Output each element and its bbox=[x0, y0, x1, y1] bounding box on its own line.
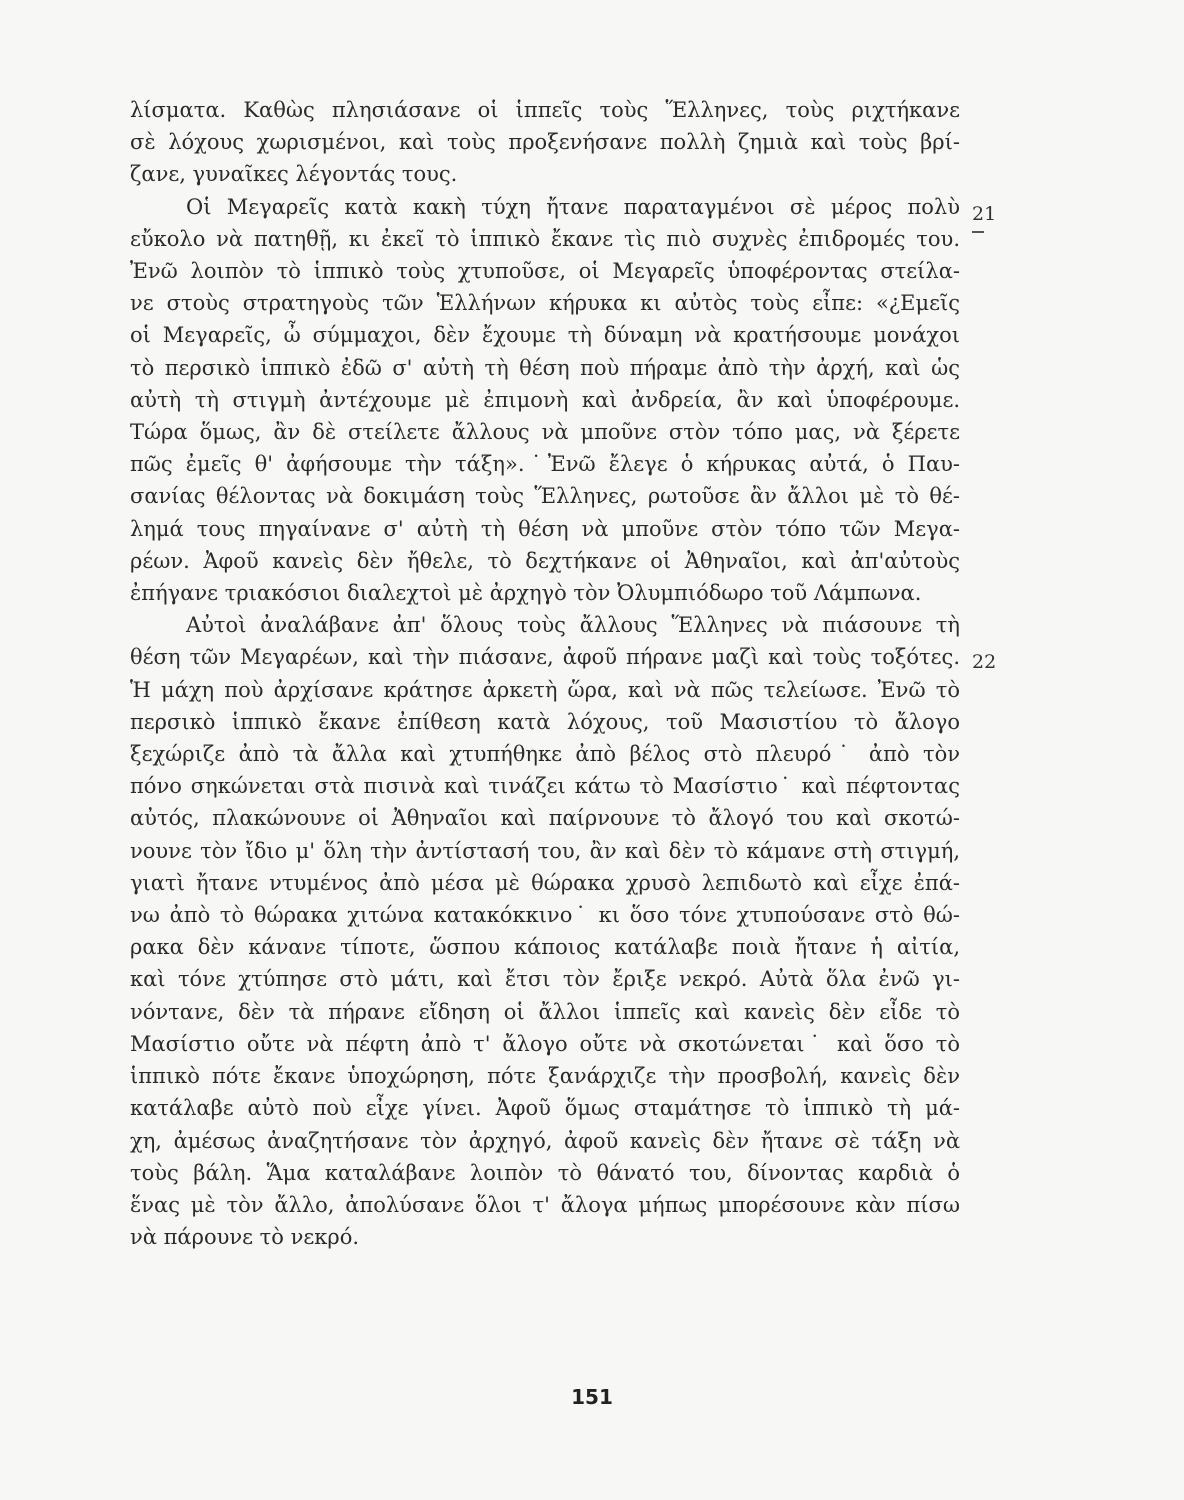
text-line: αὐτὴ τὴ στιγμὴ ἀντέχουμε μὲ ἐπιμονὴ καὶ ἀνδρεία, ἂν καὶ ὑποφέρουμε. bbox=[130, 387, 960, 412]
text-line: καὶ τόνε χτύπησε στὸ μάτι, καὶ ἔτσι τὸν ἔριξε νεκρό. Αὐτὰ ὅλα ἐνῶ γι- bbox=[130, 967, 960, 992]
paragraph-2 bbox=[130, 191, 960, 610]
text-line: νω ἀπὸ τὸ θώρακα χιτώνα κατακόκκινο˙ κι ὅσο τόνε χτυπούσανε στὸ θώ- bbox=[130, 903, 960, 928]
text-line: πῶς ἐμεῖς θ' ἀφήσουμε τὴν τάξη».˙Ἐνῶ ἔλεγε ὁ κήρυκας αὐτά, ὁ Παυ- bbox=[130, 452, 960, 477]
margin-section-number: 22 bbox=[972, 651, 997, 673]
text-line: εὔκολο νὰ πατηθῇ, κι ἐκεῖ τὸ ἱππικὸ ἔκανε τὶς πιὸ συχνὲς ἐπιδρομές του. bbox=[130, 226, 960, 251]
text-line: ρέων. Ἀφοῦ κανεὶς δὲν ἤθελε, τὸ δεχτήκανε οἱ Ἀθηναῖοι, καὶ ἀπ'αὐτοὺς bbox=[130, 548, 960, 573]
text-line: τὸ περσικὸ ἱππικὸ ἐδῶ σ' αὐτὴ τὴ θέση ποὺ πήραμε ἀπὸ τὴν ἀρχή, καὶ ὡς bbox=[130, 355, 960, 380]
text-line: ξεχώριζε ἀπὸ τὰ ἄλλα καὶ χτυπήθηκε ἀπὸ βέλος στὸ πλευρό˙ ἀπὸ τὸν bbox=[130, 742, 960, 767]
text-line: λίσματα. Καθὼς πλησιάσανε οἱ ἱππεῖς τοὺς Ἕλληνες, τοὺς ριχτήκανε bbox=[130, 98, 960, 122]
text-line: Οἱ Μεγαρεῖς κατὰ κακὴ τύχη ἤτανε παραταγμένοι σὲ μέρος πολὺ bbox=[186, 194, 960, 219]
text-line: κατάλαβε αὐτὸ ποὺ εἶχε γίνει. Ἀφοῦ ὅμως σταμάτησε τὸ ἱππικὸ τὴ μά- bbox=[130, 1096, 960, 1121]
text-line: Ἐνῶ λοιπὸν τὸ ἱππικὸ τοὺς χτυποῦσε, οἱ Μεγαρεῖς ὑποφέροντας στείλα- bbox=[130, 259, 960, 284]
text-line: ρακα δὲν κάνανε τίποτε, ὥσπου κάποιος κατάλαβε ποιὰ ἤτανε ἡ αἰτία, bbox=[130, 935, 960, 960]
text-line: Αὐτοὶ ἀναλάβανε ἀπ' ὅλους τοὺς ἄλλους Ἕλληνες νὰ πιάσουνε τὴ bbox=[186, 613, 960, 638]
paragraph-1 bbox=[130, 94, 960, 191]
text-line: Μασίστιο οὔτε νὰ πέφτη ἀπὸ τ' ἄλογο οὔτε νὰ σκοτώνεται˙ καὶ ὅσο τὸ bbox=[130, 1031, 960, 1056]
page-number: 151 bbox=[571, 1385, 613, 1409]
text-line: ἐπήγανε τριακόσιοι διαλεχτοὶ μὲ ἀρχηγὸ τὸν Ὀλυμπιόδωρο τοῦ Λάμπωνα. bbox=[130, 581, 922, 606]
text-line: αὐτός, πλακώνουνε οἱ Ἀθηναῖοι καὶ παίρνουνε τὸ ἄλογό του καὶ σκοτώ- bbox=[130, 806, 960, 831]
text-line: νὰ πάρουνε τὸ νεκρό. bbox=[130, 1225, 360, 1250]
text-line: περσικὸ ἱππικὸ ἔκανε ἐπίθεση κατὰ λόχους, τοῦ Μασιστίου τὸ ἄλογο bbox=[130, 709, 960, 734]
text-line: νε στοὺς στρατηγοὺς τῶν Ἑλλήνων κήρυκα κι αὐτὸς τοὺς εἶπε: «¿Εμεῖς bbox=[130, 291, 960, 316]
margin-section-number: 21 bbox=[972, 203, 997, 225]
text-line: οἱ Μεγαρεῖς, ὦ σύμμαχοι, δὲν ἔχουμε τὴ δύναμη νὰ κρατήσουμε μονάχοι bbox=[130, 323, 960, 348]
text-line: θέση τῶν Μεγαρέων, καὶ τὴν πιάσανε, ἀφοῦ πήρανε μαζὶ καὶ τοὺς τοξότες. bbox=[130, 645, 960, 670]
text-line: χη, ἀμέσως ἀναζητήσανε τὸν ἀρχηγό, ἀφοῦ κανεὶς δὲν ἤτανε σὲ τάξη νὰ bbox=[130, 1128, 960, 1153]
paragraph-3 bbox=[130, 609, 960, 1253]
text-line: λημά τους πηγαίνανε σ' αὐτὴ τὴ θέση νὰ μποῦνε στὸν τόπο τῶν Μεγα- bbox=[130, 516, 960, 541]
text-line: ζανε, γυναῖκες λέγοντάς τους. bbox=[130, 162, 458, 187]
text-line: τοὺς βάλη. Ἅμα καταλάβανε λοιπὸν τὸ θάνατό του, δίνοντας καρδιὰ ὁ bbox=[130, 1160, 960, 1185]
text-line: σανίας θέλοντας νὰ δοκιμάση τοὺς Ἕλληνες, ρωτοῦσε ἂν ἄλλοι μὲ τὸ θέ- bbox=[130, 484, 960, 509]
text-line: ἱππικὸ πότε ἔκανε ὑποχώρηση, πότε ξανάρχιζε τὴν προσβολή, κανεὶς δὲν bbox=[130, 1064, 960, 1089]
body-text bbox=[130, 94, 960, 1253]
text-line: ἕνας μὲ τὸν ἄλλο, ἀπολύσανε ὅλοι τ' ἄλογα μήπως μπορέσουνε κὰν πίσω bbox=[130, 1192, 960, 1217]
text-line: γιατὶ ἤτανε ντυμένος ἀπὸ μέσα μὲ θώρακα χρυσὸ λεπιδωτὸ καὶ εἶχε ἐπά- bbox=[130, 870, 960, 895]
text-line: Ἡ μάχη ποὺ ἀρχίσανε κράτησε ἀρκετὴ ὥρα, καὶ νὰ πῶς τελείωσε. Ἐνῶ τὸ bbox=[130, 677, 960, 702]
text-line: νόντανε, δὲν τὰ πήρανε εἴδηση οἱ ἄλλοι ἱππεῖς καὶ κανεὶς δὲν εἶδε τὸ bbox=[130, 999, 960, 1024]
text-line: σὲ λόχους χωρισμένοι, καὶ τοὺς προξενήσανε πολλὴ ζημιὰ καὶ τοὺς βρί- bbox=[130, 130, 960, 155]
margin-underline-mark bbox=[972, 231, 984, 233]
text-line: πόνο σηκώνεται στὰ πισινὰ καὶ τινάζει κάτω τὸ Μασίστιο˙ καὶ πέφτοντας bbox=[130, 774, 960, 799]
text-line: νουνε τὸν ἴδιο μ' ὅλη τὴν ἀντίστασή του, ἂν καὶ δὲν τὸ κάμανε στὴ στιγμή, bbox=[130, 838, 960, 863]
text-line: Τώρα ὅμως, ἂν δὲ στείλετε ἄλλους νὰ μποῦνε στὸν τόπο μας, νὰ ξέρετε bbox=[130, 420, 960, 445]
